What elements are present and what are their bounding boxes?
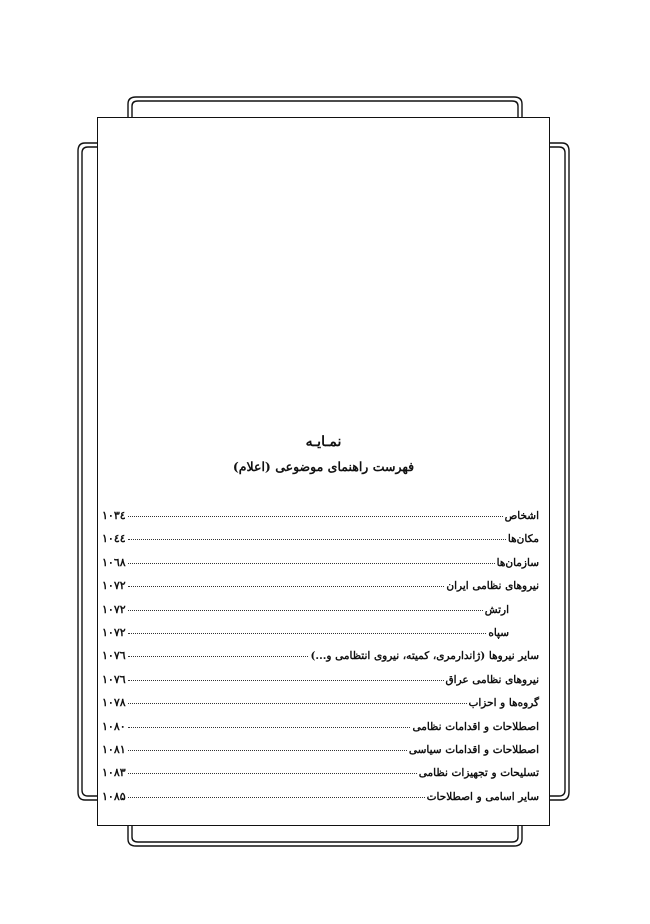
toc-entry-page: ۱۰٤٤: [102, 532, 126, 546]
dot-leader: [128, 656, 309, 657]
toc-entry-page: ۱۰۷۲: [102, 625, 126, 639]
dot-leader: [128, 750, 407, 751]
toc-entry-label: سایر نیروها (ژاندارمری، کمیته، نیروی انتظامی و...): [310, 650, 539, 663]
toc-entry-page: ۱۰۸۰: [102, 719, 126, 733]
toc-entry[interactable]: [102, 649, 539, 672]
toc-entry[interactable]: [102, 766, 539, 789]
toc-entry-label: اصطلاحات و اقدامات نظامی: [412, 720, 539, 733]
toc-entry[interactable]: [102, 556, 539, 579]
toc-entry-page: ۱۰۷۲: [102, 579, 126, 593]
toc-entry-page: ۱۰۸۳: [102, 766, 126, 780]
dot-leader: [128, 633, 487, 634]
dot-leader: [128, 727, 411, 728]
toc-entry-label: گروه‌ها و احزاب: [468, 697, 539, 710]
toc-entry-label: تسلیحات و تجهیزات نظامی: [418, 767, 539, 780]
dot-leader: [128, 610, 483, 611]
page-subtitle: فهرست راهنمای موضوعی (اعلام): [232, 459, 415, 474]
index-page-panel: [97, 117, 550, 826]
dot-leader: [128, 586, 445, 587]
toc-entry-label: ارتش: [484, 603, 509, 616]
toc-entry-label: سپاه: [488, 626, 509, 639]
dot-leader: [128, 773, 417, 774]
toc-entry[interactable]: [102, 790, 539, 813]
toc-entry-label: نیروهای نظامی ایران: [446, 580, 539, 593]
dot-leader: [128, 797, 425, 798]
toc-entry[interactable]: [102, 696, 539, 719]
toc-entry[interactable]: [102, 603, 539, 626]
toc-entry[interactable]: [102, 673, 539, 696]
table-of-contents: [102, 509, 539, 813]
toc-entry-page: ۱۰۷٦: [102, 649, 126, 663]
toc-entry-page: ۱۰۷۸: [102, 696, 126, 710]
toc-entry-page: ۱۰٦۸: [102, 555, 126, 569]
toc-entry[interactable]: [102, 509, 539, 532]
toc-entry-page: ۱۰۳٤: [102, 509, 126, 522]
dot-leader: [128, 680, 444, 681]
toc-entry-label: نیروهای نظامی عراق: [445, 673, 539, 686]
toc-entry[interactable]: [102, 532, 539, 555]
toc-entry-page: ۱۰۷٦: [102, 672, 126, 686]
toc-entry-label: مکان‌ها: [507, 533, 539, 546]
toc-entry[interactable]: [102, 579, 539, 602]
dot-leader: [128, 563, 495, 564]
toc-entry-label: سازمان‌ها: [496, 556, 539, 569]
toc-entry[interactable]: [102, 743, 539, 766]
page-title: نمـایـه: [305, 434, 342, 450]
dot-leader: [128, 516, 503, 517]
toc-entry-label: اصطلاحات و اقدامات سیاسی: [408, 743, 539, 756]
toc-entry-page: ۱۰۸۱: [102, 742, 126, 756]
toc-entry[interactable]: [102, 626, 539, 649]
toc-entry[interactable]: [102, 720, 539, 743]
dot-leader: [128, 703, 467, 704]
toc-entry-page: ۱۰۸۵: [102, 789, 126, 803]
toc-entry-page: ۱۰۷۲: [102, 602, 126, 616]
dot-leader: [128, 539, 506, 540]
toc-entry-label: اشخاص: [504, 510, 539, 522]
toc-entry-label: سایر اسامی و اصطلاحات: [426, 790, 539, 803]
